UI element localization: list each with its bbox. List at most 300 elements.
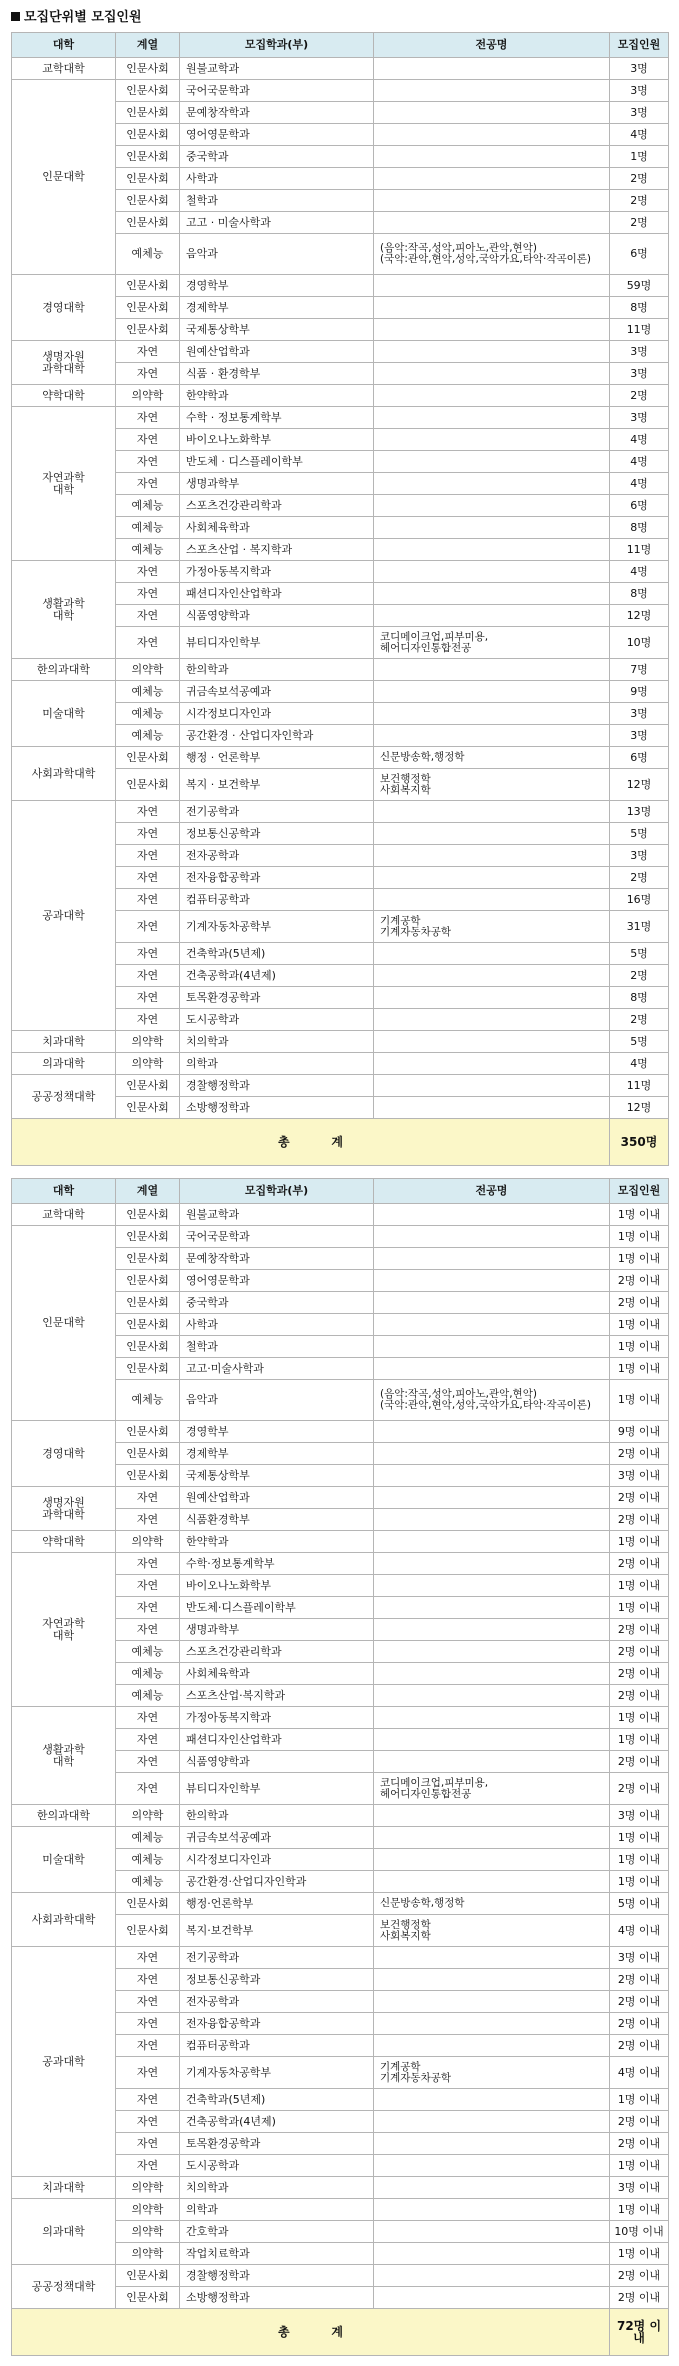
quota-cell: 1명 이내 bbox=[610, 2199, 669, 2221]
field-cell: 예체능 bbox=[116, 725, 180, 747]
quota-cell: 4명 bbox=[610, 1053, 669, 1075]
department-cell: 스포츠건강관리학과 bbox=[180, 495, 374, 517]
major-cell bbox=[374, 659, 610, 681]
quota-cell: 1명 이내 bbox=[610, 1380, 669, 1421]
quota-cell: 2명 bbox=[610, 212, 669, 234]
field-cell: 자연 bbox=[116, 965, 180, 987]
field-cell: 예체능 bbox=[116, 1641, 180, 1663]
department-cell: 한의학과 bbox=[180, 1805, 374, 1827]
major-cell bbox=[374, 341, 610, 363]
page-title bbox=[11, 8, 668, 28]
column-header: 계열 bbox=[116, 33, 180, 58]
quota-cell: 3명 bbox=[610, 80, 669, 102]
field-cell: 자연 bbox=[116, 2035, 180, 2057]
department-cell: 전기공학과 bbox=[180, 801, 374, 823]
department-cell: 바이오나노화학부 bbox=[180, 1575, 374, 1597]
major-cell bbox=[374, 2035, 610, 2057]
field-cell: 자연 bbox=[116, 987, 180, 1009]
major-cell bbox=[374, 1336, 610, 1358]
department-cell: 전기공학과 bbox=[180, 1947, 374, 1969]
major-cell bbox=[374, 297, 610, 319]
major-cell bbox=[374, 80, 610, 102]
quota-cell: 5명 이내 bbox=[610, 1893, 669, 1915]
department-cell: 한약학과 bbox=[180, 385, 374, 407]
field-cell: 인문사회 bbox=[116, 1421, 180, 1443]
major-cell bbox=[374, 2013, 610, 2035]
table-row bbox=[12, 1075, 669, 1097]
department-cell: 뷰티디자인학부 bbox=[180, 627, 374, 659]
field-cell: 자연 bbox=[116, 1707, 180, 1729]
table-row bbox=[12, 561, 669, 583]
field-cell: 예체능 bbox=[116, 495, 180, 517]
quota-cell: 13명 bbox=[610, 801, 669, 823]
field-cell: 예체능 bbox=[116, 1380, 180, 1421]
quota-cell: 3명 bbox=[610, 341, 669, 363]
quota-cell: 6명 bbox=[610, 747, 669, 769]
field-cell: 의약학 bbox=[116, 2221, 180, 2243]
table-2 bbox=[11, 1178, 669, 2356]
quota-cell: 12명 bbox=[610, 769, 669, 801]
major-cell bbox=[374, 703, 610, 725]
major-cell bbox=[374, 1827, 610, 1849]
table-row bbox=[12, 407, 669, 429]
quota-cell: 2명 이내 bbox=[610, 2265, 669, 2287]
department-cell: 식품환경학부 bbox=[180, 1509, 374, 1531]
major-cell bbox=[374, 190, 610, 212]
major-cell bbox=[374, 2111, 610, 2133]
quota-cell: 1명 이내 bbox=[610, 1849, 669, 1871]
major-cell bbox=[374, 1421, 610, 1443]
department-cell: 영어영문학과 bbox=[180, 1270, 374, 1292]
major-cell bbox=[374, 1685, 610, 1707]
total-row bbox=[12, 2309, 669, 2356]
quota-cell: 2명 이내 bbox=[610, 2013, 669, 2035]
quota-cell: 3명 bbox=[610, 363, 669, 385]
quota-cell: 2명 bbox=[610, 1009, 669, 1031]
field-cell: 자연 bbox=[116, 561, 180, 583]
department-cell: 국제통상학부 bbox=[180, 1465, 374, 1487]
quota-cell: 1명 이내 bbox=[610, 1226, 669, 1248]
college-cell: 치과대학 bbox=[12, 1031, 116, 1053]
table-row bbox=[12, 801, 669, 823]
department-cell: 생명과학부 bbox=[180, 473, 374, 495]
major-cell bbox=[374, 1097, 610, 1119]
quota-cell: 1명 이내 bbox=[610, 1575, 669, 1597]
field-cell: 인문사회 bbox=[116, 80, 180, 102]
major-cell bbox=[374, 429, 610, 451]
field-cell: 자연 bbox=[116, 943, 180, 965]
quota-cell: 2명 이내 bbox=[610, 1641, 669, 1663]
department-cell: 도시공학과 bbox=[180, 2155, 374, 2177]
major-cell bbox=[374, 2243, 610, 2265]
table-row bbox=[12, 1487, 669, 1509]
field-cell: 자연 bbox=[116, 605, 180, 627]
department-cell: 철학과 bbox=[180, 190, 374, 212]
field-cell: 인문사회 bbox=[116, 1248, 180, 1270]
field-cell: 자연 bbox=[116, 2155, 180, 2177]
major-cell bbox=[374, 1991, 610, 2013]
major-cell bbox=[374, 1805, 610, 1827]
field-cell: 의약학 bbox=[116, 659, 180, 681]
field-cell: 인문사회 bbox=[116, 1270, 180, 1292]
table-1-header bbox=[12, 33, 669, 58]
field-cell: 자연 bbox=[116, 1009, 180, 1031]
major-cell bbox=[374, 823, 610, 845]
table-row bbox=[12, 1204, 669, 1226]
table-row bbox=[12, 2177, 669, 2199]
major-cell bbox=[374, 1270, 610, 1292]
major-cell bbox=[374, 58, 610, 80]
department-cell: 복지 · 보건학부 bbox=[180, 769, 374, 801]
department-cell: 수학·정보통계학부 bbox=[180, 1553, 374, 1575]
field-cell: 예체능 bbox=[116, 1871, 180, 1893]
field-cell: 자연 bbox=[116, 363, 180, 385]
department-cell: 한의학과 bbox=[180, 659, 374, 681]
table-1-body bbox=[12, 58, 669, 1166]
field-cell: 자연 bbox=[116, 1969, 180, 1991]
major-cell bbox=[374, 583, 610, 605]
field-cell: 인문사회 bbox=[116, 1358, 180, 1380]
major-cell bbox=[374, 1358, 610, 1380]
department-cell: 건축학과(5년제) bbox=[180, 2089, 374, 2111]
table-row bbox=[12, 1947, 669, 1969]
quota-cell: 1명 이내 bbox=[610, 1336, 669, 1358]
department-cell: 가정아동복지학과 bbox=[180, 1707, 374, 1729]
department-cell: 고고 · 미술사학과 bbox=[180, 212, 374, 234]
department-cell: 수학 · 정보통계학부 bbox=[180, 407, 374, 429]
department-cell: 원예산업학과 bbox=[180, 1487, 374, 1509]
table-row bbox=[12, 58, 669, 80]
field-cell: 의약학 bbox=[116, 1053, 180, 1075]
field-cell: 자연 bbox=[116, 627, 180, 659]
quota-cell: 2명 bbox=[610, 867, 669, 889]
college-cell: 자연과학 대학 bbox=[12, 407, 116, 561]
quota-cell: 1명 이내 bbox=[610, 2089, 669, 2111]
field-cell: 인문사회 bbox=[116, 769, 180, 801]
major-cell: 코디메이크업,피부미용, 헤어디자인통합전공 bbox=[374, 627, 610, 659]
major-cell: (음악:작곡,성악,피아노,관악,현악) (국악:관악,현악,성악,국악가요,타악·작곡이론) bbox=[374, 1380, 610, 1421]
department-cell: 반도체·디스플레이학부 bbox=[180, 1597, 374, 1619]
college-cell: 공공정책대학 bbox=[12, 1075, 116, 1119]
field-cell: 예체능 bbox=[116, 1827, 180, 1849]
field-cell: 인문사회 bbox=[116, 1314, 180, 1336]
column-header: 대학 bbox=[12, 1179, 116, 1204]
department-cell: 중국학과 bbox=[180, 1292, 374, 1314]
department-cell: 원불교학과 bbox=[180, 58, 374, 80]
field-cell: 인문사회 bbox=[116, 1075, 180, 1097]
department-cell: 경제학부 bbox=[180, 1443, 374, 1465]
field-cell: 예체능 bbox=[116, 1849, 180, 1871]
field-cell: 인문사회 bbox=[116, 1204, 180, 1226]
department-cell: 생명과학부 bbox=[180, 1619, 374, 1641]
quota-cell: 3명 이내 bbox=[610, 1947, 669, 1969]
field-cell: 인문사회 bbox=[116, 1443, 180, 1465]
major-cell bbox=[374, 319, 610, 341]
column-header: 모집인원 bbox=[610, 33, 669, 58]
department-cell: 소방행정학과 bbox=[180, 2287, 374, 2309]
college-cell: 사회과학대학 bbox=[12, 747, 116, 801]
major-cell bbox=[374, 1248, 610, 1270]
department-cell: 스포츠산업 · 복지학과 bbox=[180, 539, 374, 561]
table-row bbox=[12, 1553, 669, 1575]
quota-cell: 2명 bbox=[610, 965, 669, 987]
major-cell bbox=[374, 363, 610, 385]
major-cell bbox=[374, 168, 610, 190]
major-cell bbox=[374, 1575, 610, 1597]
major-cell bbox=[374, 867, 610, 889]
quota-cell: 2명 이내 bbox=[610, 1969, 669, 1991]
quota-cell: 3명 bbox=[610, 58, 669, 80]
department-cell: 원불교학과 bbox=[180, 1204, 374, 1226]
department-cell: 작업치료학과 bbox=[180, 2243, 374, 2265]
field-cell: 자연 bbox=[116, 1553, 180, 1575]
department-cell: 한약학과 bbox=[180, 1531, 374, 1553]
department-cell: 국제통상학부 bbox=[180, 319, 374, 341]
major-cell bbox=[374, 1871, 610, 1893]
department-cell: 식품영양학과 bbox=[180, 605, 374, 627]
quota-cell: 1명 이내 bbox=[610, 2243, 669, 2265]
major-cell bbox=[374, 1075, 610, 1097]
field-cell: 인문사회 bbox=[116, 2287, 180, 2309]
department-cell: 기계자동차공학부 bbox=[180, 911, 374, 943]
quota-cell: 1명 이내 bbox=[610, 1597, 669, 1619]
quota-cell: 5명 bbox=[610, 1031, 669, 1053]
department-cell: 치의학과 bbox=[180, 1031, 374, 1053]
table-2-body bbox=[12, 1204, 669, 2356]
quota-cell: 2명 이내 bbox=[610, 2133, 669, 2155]
quota-cell: 31명 bbox=[610, 911, 669, 943]
table-row bbox=[12, 2199, 669, 2221]
field-cell: 예체능 bbox=[116, 539, 180, 561]
department-cell: 기계자동차공학부 bbox=[180, 2057, 374, 2089]
table-row bbox=[12, 1707, 669, 1729]
quota-cell: 3명 이내 bbox=[610, 2177, 669, 2199]
major-cell bbox=[374, 943, 610, 965]
department-cell: 국어국문학과 bbox=[180, 1226, 374, 1248]
field-cell: 의약학 bbox=[116, 2177, 180, 2199]
major-cell bbox=[374, 561, 610, 583]
department-cell: 도시공학과 bbox=[180, 1009, 374, 1031]
department-cell: 음악과 bbox=[180, 234, 374, 275]
table-row bbox=[12, 341, 669, 363]
major-cell bbox=[374, 845, 610, 867]
department-cell: 귀금속보석공예과 bbox=[180, 1827, 374, 1849]
quota-cell: 2명 bbox=[610, 385, 669, 407]
total-label: 총 계 bbox=[12, 1119, 610, 1166]
department-cell: 원예산업학과 bbox=[180, 341, 374, 363]
college-cell: 교학대학 bbox=[12, 1204, 116, 1226]
major-cell: 기계공학 기계자동차공학 bbox=[374, 911, 610, 943]
major-cell bbox=[374, 2177, 610, 2199]
quota-cell: 6명 bbox=[610, 234, 669, 275]
field-cell: 인문사회 bbox=[116, 190, 180, 212]
major-cell bbox=[374, 146, 610, 168]
major-cell bbox=[374, 1751, 610, 1773]
quota-cell: 2명 이내 bbox=[610, 2287, 669, 2309]
department-cell: 바이오나노화학부 bbox=[180, 429, 374, 451]
major-cell: 보건행정학 사회복지학 bbox=[374, 1915, 610, 1947]
college-cell: 한의과대학 bbox=[12, 1805, 116, 1827]
column-header: 전공명 bbox=[374, 33, 610, 58]
field-cell: 자연 bbox=[116, 1575, 180, 1597]
major-cell bbox=[374, 2089, 610, 2111]
field-cell: 인문사회 bbox=[116, 2265, 180, 2287]
field-cell: 인문사회 bbox=[116, 1893, 180, 1915]
field-cell: 자연 bbox=[116, 889, 180, 911]
quota-cell: 2명 이내 bbox=[610, 1487, 669, 1509]
college-cell: 생활과학 대학 bbox=[12, 1707, 116, 1805]
quota-cell: 9명 bbox=[610, 681, 669, 703]
major-cell bbox=[374, 1465, 610, 1487]
field-cell: 인문사회 bbox=[116, 1097, 180, 1119]
department-cell: 공간환경·산업디자인학과 bbox=[180, 1871, 374, 1893]
field-cell: 인문사회 bbox=[116, 297, 180, 319]
table-row bbox=[12, 1053, 669, 1075]
department-cell: 사회체육학과 bbox=[180, 517, 374, 539]
quota-cell: 4명 bbox=[610, 451, 669, 473]
field-cell: 자연 bbox=[116, 1947, 180, 1969]
quota-cell: 9명 이내 bbox=[610, 1421, 669, 1443]
field-cell: 인문사회 bbox=[116, 319, 180, 341]
quota-cell: 10명 bbox=[610, 627, 669, 659]
major-cell bbox=[374, 1729, 610, 1751]
quota-cell: 10명 이내 bbox=[610, 2221, 669, 2243]
department-cell: 식품 · 환경학부 bbox=[180, 363, 374, 385]
quota-cell: 2명 이내 bbox=[610, 1991, 669, 2013]
table-row bbox=[12, 1531, 669, 1553]
department-cell: 건축공학과(4년제) bbox=[180, 965, 374, 987]
table-row bbox=[12, 275, 669, 297]
college-cell: 사회과학대학 bbox=[12, 1893, 116, 1947]
table-row bbox=[12, 1805, 669, 1827]
major-cell bbox=[374, 1509, 610, 1531]
column-header: 모집학과(부) bbox=[180, 1179, 374, 1204]
college-cell: 교학대학 bbox=[12, 58, 116, 80]
major-cell bbox=[374, 1314, 610, 1336]
major-cell bbox=[374, 1663, 610, 1685]
quota-cell: 3명 bbox=[610, 102, 669, 124]
quota-cell: 3명 bbox=[610, 725, 669, 747]
department-cell: 경영학부 bbox=[180, 275, 374, 297]
major-cell bbox=[374, 2221, 610, 2243]
college-cell: 치과대학 bbox=[12, 2177, 116, 2199]
department-cell: 경제학부 bbox=[180, 297, 374, 319]
department-cell: 경찰행정학과 bbox=[180, 1075, 374, 1097]
quota-cell: 2명 이내 bbox=[610, 2111, 669, 2133]
department-cell: 복지·보건학부 bbox=[180, 1915, 374, 1947]
major-cell bbox=[374, 1707, 610, 1729]
quota-cell: 1명 이내 bbox=[610, 1729, 669, 1751]
total-label: 총 계 bbox=[12, 2309, 610, 2356]
field-cell: 자연 bbox=[116, 2111, 180, 2133]
quota-cell: 4명 이내 bbox=[610, 2057, 669, 2089]
college-cell: 공공정책대학 bbox=[12, 2265, 116, 2309]
major-cell bbox=[374, 965, 610, 987]
department-cell: 치의학과 bbox=[180, 2177, 374, 2199]
table-row bbox=[12, 747, 669, 769]
college-cell: 인문대학 bbox=[12, 1226, 116, 1421]
field-cell: 자연 bbox=[116, 911, 180, 943]
department-cell: 소방행정학과 bbox=[180, 1097, 374, 1119]
field-cell: 자연 bbox=[116, 1751, 180, 1773]
major-cell bbox=[374, 2155, 610, 2177]
major-cell bbox=[374, 407, 610, 429]
department-cell: 귀금속보석공예과 bbox=[180, 681, 374, 703]
field-cell: 인문사회 bbox=[116, 58, 180, 80]
quota-cell: 1명 이내 bbox=[610, 1358, 669, 1380]
quota-cell: 1명 이내 bbox=[610, 1204, 669, 1226]
field-cell: 자연 bbox=[116, 2057, 180, 2089]
quota-cell: 59명 bbox=[610, 275, 669, 297]
major-cell bbox=[374, 1226, 610, 1248]
square-bullet-icon bbox=[11, 12, 20, 21]
department-cell: 뷰티디자인학부 bbox=[180, 1773, 374, 1805]
quota-cell: 1명 bbox=[610, 146, 669, 168]
column-header: 대학 bbox=[12, 33, 116, 58]
major-cell bbox=[374, 1009, 610, 1031]
college-cell: 경영대학 bbox=[12, 275, 116, 341]
total-value: 72명 이내 bbox=[610, 2309, 669, 2356]
major-cell bbox=[374, 801, 610, 823]
quota-cell: 2명 이내 bbox=[610, 1685, 669, 1707]
field-cell: 자연 bbox=[116, 407, 180, 429]
table-row bbox=[12, 681, 669, 703]
department-cell: 경찰행정학과 bbox=[180, 2265, 374, 2287]
college-cell: 의과대학 bbox=[12, 2199, 116, 2265]
department-cell: 음악과 bbox=[180, 1380, 374, 1421]
quota-cell: 1명 이내 bbox=[610, 1707, 669, 1729]
table-row bbox=[12, 385, 669, 407]
field-cell: 예체능 bbox=[116, 1685, 180, 1707]
major-cell: 보건행정학 사회복지학 bbox=[374, 769, 610, 801]
quota-cell: 11명 bbox=[610, 1075, 669, 1097]
major-cell bbox=[374, 451, 610, 473]
table-row bbox=[12, 1893, 669, 1915]
major-cell bbox=[374, 2265, 610, 2287]
table-row bbox=[12, 1421, 669, 1443]
field-cell: 예체능 bbox=[116, 234, 180, 275]
department-cell: 정보통신공학과 bbox=[180, 1969, 374, 1991]
field-cell: 자연 bbox=[116, 1729, 180, 1751]
department-cell: 반도체 · 디스플레이학부 bbox=[180, 451, 374, 473]
field-cell: 예체능 bbox=[116, 681, 180, 703]
major-cell bbox=[374, 889, 610, 911]
field-cell: 예체능 bbox=[116, 517, 180, 539]
department-cell: 토목환경공학과 bbox=[180, 2133, 374, 2155]
department-cell: 철학과 bbox=[180, 1336, 374, 1358]
quota-cell: 1명 이내 bbox=[610, 1531, 669, 1553]
quota-cell: 11명 bbox=[610, 539, 669, 561]
field-cell: 의약학 bbox=[116, 1805, 180, 1827]
department-cell: 문예창작학과 bbox=[180, 1248, 374, 1270]
field-cell: 인문사회 bbox=[116, 146, 180, 168]
college-cell: 생명자원 과학대학 bbox=[12, 1487, 116, 1531]
quota-cell: 1명 이내 bbox=[610, 1314, 669, 1336]
total-value: 350명 bbox=[610, 1119, 669, 1166]
major-cell bbox=[374, 1053, 610, 1075]
major-cell: 기계공학 기계자동차공학 bbox=[374, 2057, 610, 2089]
quota-cell: 2명 이내 bbox=[610, 1553, 669, 1575]
table-row bbox=[12, 1226, 669, 1248]
quota-cell: 2명 bbox=[610, 168, 669, 190]
department-cell: 전자공학과 bbox=[180, 845, 374, 867]
major-cell bbox=[374, 1443, 610, 1465]
field-cell: 자연 bbox=[116, 801, 180, 823]
quota-cell: 2명 이내 bbox=[610, 1663, 669, 1685]
field-cell: 인문사회 bbox=[116, 747, 180, 769]
department-cell: 사학과 bbox=[180, 168, 374, 190]
college-cell: 경영대학 bbox=[12, 1421, 116, 1487]
